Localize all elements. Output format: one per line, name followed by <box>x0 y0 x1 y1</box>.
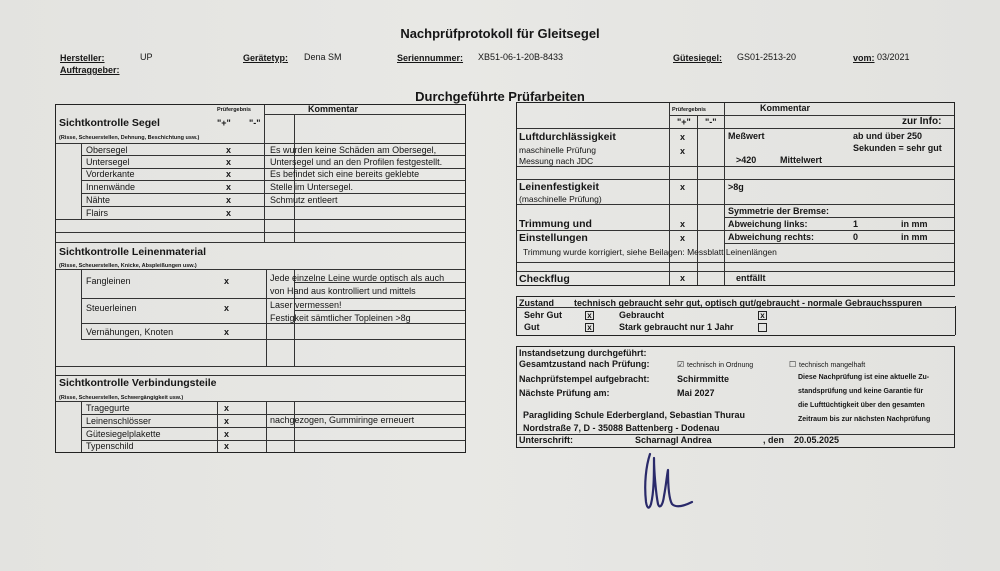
repair-title: Instandsetzung durchgeführt: <box>519 348 647 358</box>
left-inspection-table <box>55 104 466 453</box>
manufacturer-value: UP <box>140 52 153 62</box>
trim-note: Trimmung wurde korrigiert, siehe Beilagen: Messblatt Leinenlängen <box>523 247 777 257</box>
air-mean-label: Mittelwert <box>780 155 823 165</box>
trim-unit: in mm <box>901 219 928 229</box>
sail-row-comment: Stelle im Untersegel. <box>270 182 354 192</box>
connect-row-mark: x <box>224 441 230 451</box>
lines-row-label: Steuerleinen <box>86 303 137 313</box>
sail-row-comment: Es befindet sich eine bereits geklebte <box>270 169 420 179</box>
disclaimer-line: die Lufttüchtigkeit über den gesamten <box>798 402 925 409</box>
school-address: Nordstraße 7, D - 35088 Battenberg - Dodenau <box>523 423 720 433</box>
lines-section-subtitle: (Risse, Scheuerstellen, Knicke, Abspleißungen usw.) <box>59 263 197 269</box>
defect-checkbox[interactable]: ☐ <box>789 360 797 369</box>
date-value: 20.05.2025 <box>794 435 840 445</box>
overall-label: Gesamtzustand nach Prüfung: <box>519 359 650 369</box>
col-result-header: Prüfergebnis <box>217 107 251 113</box>
sail-section-title: Sichtkontrolle Segel <box>59 117 160 129</box>
air-line2: Messung nach JDC <box>519 156 594 166</box>
lines-row-label: Fangleinen <box>86 276 131 286</box>
connect-row-label: Typenschild <box>86 441 134 451</box>
connect-row-mark: x <box>224 416 230 426</box>
sail-row-mark: x <box>226 182 232 192</box>
disclaimer-line: standsprüfung und keine Garantie für <box>798 388 924 395</box>
col-comment-header: Kommentar <box>760 103 811 113</box>
sail-row-mark: x <box>226 195 232 205</box>
connect-section-subtitle: (Risse, Scheuerstellen, Schwergängigkeit usw.) <box>59 395 184 401</box>
col-plus-header: "+" <box>677 117 691 127</box>
trim-title: Einstellungen <box>519 232 588 244</box>
state-used: Gebraucht <box>619 310 665 320</box>
air-info1: ab und über 250 <box>853 131 923 141</box>
trim-symmetry: Symmetrie der Bremse: <box>728 206 830 216</box>
lines-row-mark: x <box>224 327 230 337</box>
section-subtitle: Durchgeführte Prüfarbeiten <box>415 89 585 104</box>
disclaimer-line: Diese Nachprüfung ist eine aktuelle Zu- <box>798 374 930 381</box>
trim-title: Trimmung und <box>519 218 592 230</box>
date-label: , den <box>763 435 785 445</box>
air-line1: maschinelle Prüfung <box>519 145 597 155</box>
sail-row-label: Flairs <box>86 208 108 218</box>
connect-row-label: Tragegurte <box>86 403 130 413</box>
ok-checkbox[interactable]: ☑ <box>677 360 685 369</box>
right-inspection-table <box>516 102 955 286</box>
connect-row-label: Leinenschlösser <box>86 416 152 426</box>
connect-row-label: Gütesiegelplakette <box>86 429 161 439</box>
check-title: Checkflug <box>519 273 570 285</box>
from-value: 03/2021 <box>877 52 910 62</box>
ok-text: technisch in Ordnung <box>687 362 754 369</box>
serial-label: Seriennummer: <box>397 53 464 63</box>
trim-mark: x <box>680 219 686 229</box>
check-value: entfällt <box>736 273 766 283</box>
air-measure-label: Meßwert <box>728 131 765 141</box>
state-heavily-used-checkbox[interactable] <box>758 323 767 332</box>
repair-block <box>516 346 955 448</box>
sail-row-comment: Es wurden keine Schäden am Obersegel, <box>270 145 437 155</box>
signer-name: Scharnagl Andrea <box>635 435 712 445</box>
connect-row-mark: x <box>224 403 230 413</box>
trim-right-label: Abweichung rechts: <box>728 232 815 242</box>
stamp-value: Schirmmitte <box>677 374 730 384</box>
strength-value: >8g <box>728 182 744 192</box>
col-plus-header: "+" <box>217 118 231 128</box>
col-minus-header: "-" <box>249 118 261 128</box>
seal-value: GS01-2513-20 <box>737 52 797 62</box>
sail-row-label: Untersegel <box>86 157 130 167</box>
lines-row-comment: Jede einzelne Leine wurde optisch als auch <box>270 273 445 283</box>
check-mark: x <box>680 273 686 283</box>
lines-row-mark: x <box>224 276 230 286</box>
connect-row-comment: nachgezogen, Gummiringe erneuert <box>270 415 415 425</box>
lines-row-comment: Laser vermessen! <box>270 300 342 310</box>
serial-value: XB51-06-1-20B-8433 <box>478 52 564 62</box>
handwritten-signature <box>636 444 696 516</box>
page-title: Nachprüfprotokoll für Gleitsegel <box>400 26 600 41</box>
state-heavily-used: Stark gebraucht nur 1 Jahr <box>619 322 734 332</box>
trim-left-value: 1 <box>853 219 859 229</box>
state-desc: technisch gebraucht sehr gut, optisch gut/gebraucht - normale Gebrauchsspuren <box>574 298 923 308</box>
sail-row-label: Innenwände <box>86 182 136 192</box>
sail-row-comment: Untersegel und an den Profilen festgestellt. <box>270 157 443 167</box>
air-info2: Sekunden = sehr gut <box>853 143 942 153</box>
state-good-checkbox[interactable]: x <box>585 323 594 332</box>
sail-row-label: Obersegel <box>86 145 128 155</box>
lines-row-mark: x <box>224 303 230 313</box>
sail-row-label: Vorderkante <box>86 169 135 179</box>
lines-row-comment: Festigkeit sämtlicher Topleinen >8g <box>270 313 411 323</box>
strength-title: Leinenfestigkeit <box>519 181 599 193</box>
disclaimer-line: Zeitraum bis zur nächsten Nachprüfung <box>798 416 931 423</box>
state-very-good-checkbox[interactable]: x <box>585 311 594 320</box>
col-info-header: zur Info: <box>902 116 942 127</box>
manufacturer-label: Hersteller: <box>60 53 105 63</box>
sail-row-label: Nähte <box>86 195 111 205</box>
sail-row-mark: x <box>226 169 232 179</box>
trim-left-label: Abweichung links: <box>728 219 808 229</box>
sail-row-mark: x <box>226 157 232 167</box>
strength-mark: x <box>680 182 686 192</box>
state-good: Gut <box>524 322 540 332</box>
col-result-header: Prüfergebnis <box>672 107 706 113</box>
state-block <box>516 296 955 335</box>
col-comment-header: Kommentar <box>308 104 359 114</box>
air-mark: x <box>680 132 686 142</box>
defect-text: technisch mangelhaft <box>799 362 866 369</box>
air-title: Luftdurchlässigkeit <box>519 131 616 143</box>
strength-line1: (maschinelle Prüfung) <box>519 194 602 204</box>
sail-section-subtitle: (Risse, Scheuerstellen, Dehnung, Beschichtung usw.) <box>59 135 200 141</box>
next-check-label: Nächste Prüfung am: <box>519 388 610 398</box>
lines-row-label: Vernähungen, Knoten <box>86 327 174 337</box>
device-type-value: Dena SM <box>304 52 342 62</box>
seal-label: Gütesiegel: <box>673 53 723 63</box>
from-label: vom: <box>853 53 875 63</box>
connect-row-mark: x <box>224 429 230 439</box>
stamp-label: Nachprüfstempel aufgebracht: <box>519 374 650 384</box>
trim-right-value: 0 <box>853 232 859 242</box>
trim-unit: in mm <box>901 232 928 242</box>
air-measure-value: >420 <box>736 155 757 165</box>
signature-label: Unterschrift: <box>519 435 574 445</box>
lines-row-comment: von Hand aus kontrolliert und mittels <box>270 286 416 296</box>
sail-row-mark: x <box>226 145 232 155</box>
connect-section-title: Sichtkontrolle Verbindungsteile <box>59 377 217 389</box>
state-label: Zustand <box>519 298 554 308</box>
lines-section-title: Sichtkontrolle Leinenmaterial <box>59 246 207 258</box>
sail-row-comment: Schmutz entleert <box>270 195 338 205</box>
sail-row-mark: x <box>226 208 232 218</box>
client-label: Auftraggeber: <box>60 65 120 75</box>
state-very-good: Sehr Gut <box>524 310 563 320</box>
col-minus-header: "-" <box>705 117 717 127</box>
trim-mark: x <box>680 233 686 243</box>
air-mark: x <box>680 146 686 156</box>
state-used-checkbox[interactable]: x <box>758 311 767 320</box>
device-type-label: Gerätetyp: <box>243 53 289 63</box>
next-check-value: Mai 2027 <box>677 388 715 398</box>
school-name: Paragliding Schule Ederbergland, Sebastian Thurau <box>523 410 746 420</box>
